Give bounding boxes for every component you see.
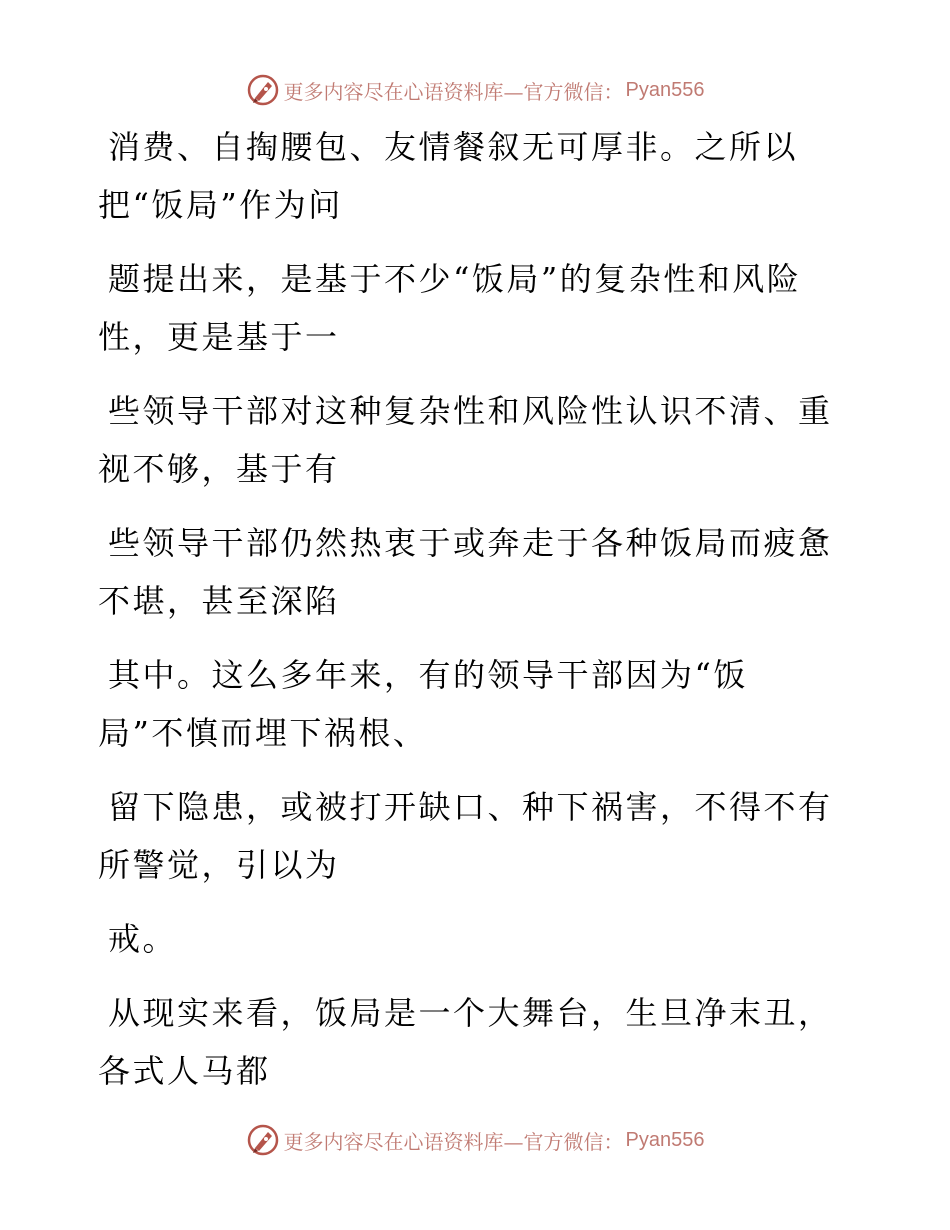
text-line: 题提出来，是基于不少“饭局”的复杂性和风险	[108, 260, 802, 298]
watermark-wechat-id: Pyan556	[625, 1128, 705, 1151]
text-line: 留下隐患，或被打开缺口、种下祸害，不得不有	[108, 788, 833, 826]
text-line: 消费、自掏腰包、友情餐叙无可厚非。之所以	[108, 128, 799, 166]
watermark-wechat-id: Pyan556	[625, 78, 705, 101]
text-line: 各式人马都	[98, 1052, 271, 1090]
pen-logo-icon	[246, 1123, 280, 1157]
watermark-text: 更多内容尽在心语资料库—官方微信：	[283, 1129, 624, 1154]
text-line: 性，更是基于一	[98, 318, 340, 356]
text-line: 些领导干部仍然热衷于或奔走于各种饭局而疲惫	[108, 524, 833, 562]
text-line: 视不够，基于有	[98, 450, 340, 488]
text-line: 从现实来看，饭局是一个大舞台，生旦净末丑，	[108, 994, 833, 1032]
text-line: 些领导干部对这种复杂性和风险性认识不清、重	[108, 392, 833, 430]
text-line: 所警觉，引以为	[98, 846, 340, 884]
text-line: 其中。这么多年来，有的领导干部因为“饭	[108, 656, 748, 694]
watermark-text: 更多内容尽在心语资料库—官方微信：	[283, 79, 624, 104]
header-watermark	[0, 70, 950, 110]
text-line: 局”不慎而埋下祸根、	[98, 714, 428, 752]
text-line: 戒。	[108, 920, 178, 958]
text-line: 把“饭局”作为问	[98, 186, 343, 224]
text-line: 不堪，甚至深陷	[98, 582, 340, 620]
pen-logo-icon	[246, 73, 280, 107]
footer-watermark	[0, 1120, 950, 1160]
